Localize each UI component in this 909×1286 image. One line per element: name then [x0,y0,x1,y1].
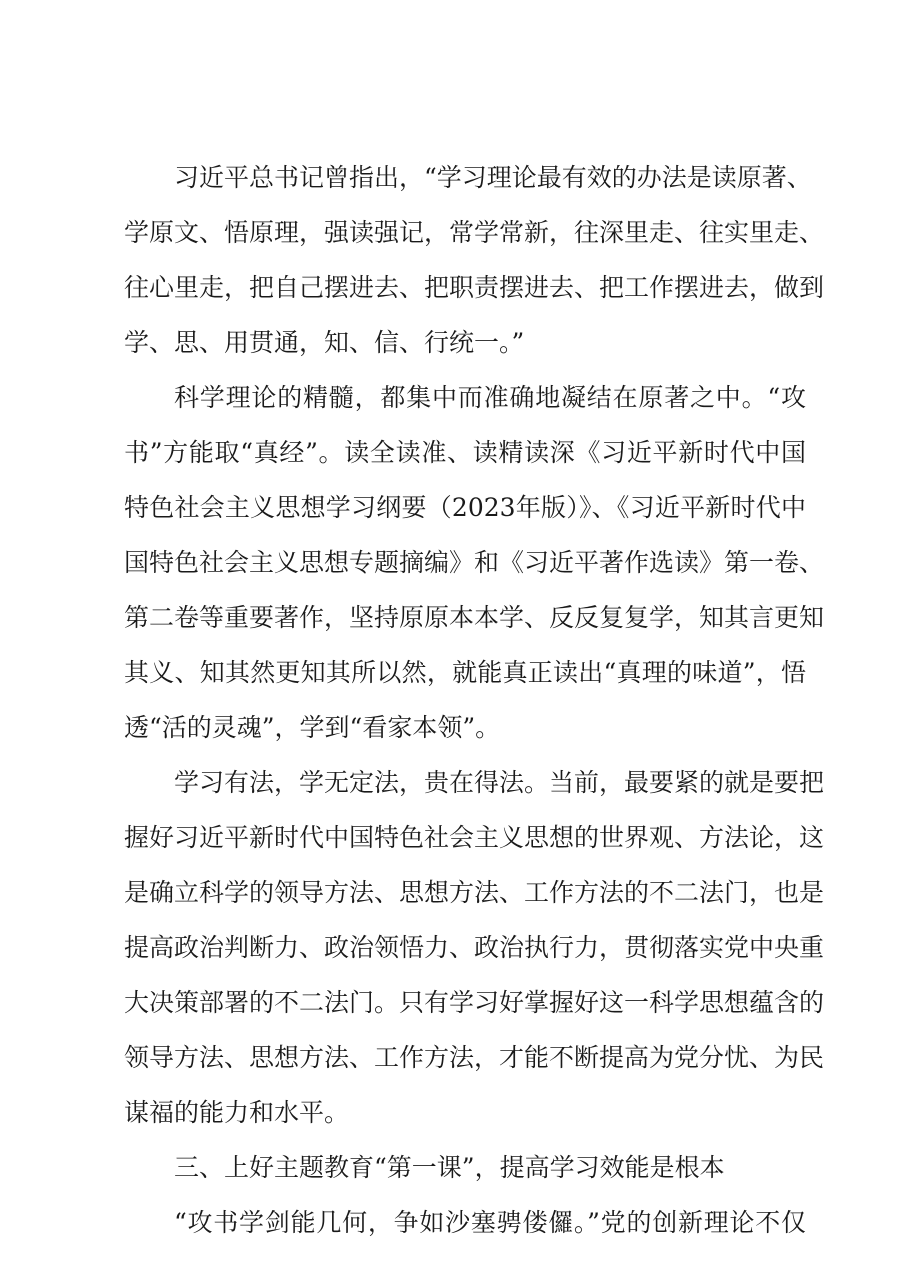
text-line: 其义、知其然更知其所以然，就能真正读出“真理的味道”，悟 [124,658,806,687]
text-line: 习近平总书记曾指出，“学习理论最有效的办法是读原著、 [174,163,812,192]
section-heading: 三、上好主题教育“第一课”，提高学习效能是根本 [174,1153,725,1182]
text-line: 第二卷等重要著作，坚持原原本本学、反反复复学，知其言更知 [124,603,825,632]
paragraph-4-line: “攻书学剑能几何，争如沙塞骋偻儸。”党的创新理论不仅 [174,1208,806,1237]
text-line: 是确立科学的领导方法、思想方法、工作方法的不二法门，也是 [124,878,825,907]
text-line: 提高政治判断力、政治领悟力、政治执行力，贯彻落实党中央重 [124,933,825,962]
paragraph-1 [124,150,825,370]
text-line: 学、思、用贯通，知、信、行统一。” [124,328,525,357]
text-line: 透“活的灵魂”，学到“看家本领”。 [124,713,501,742]
text-line: 往心里走，把自己摆进去、把职责摆进去、把工作摆进去，做到 [124,273,825,302]
paragraph-2 [124,370,825,755]
text-line: 特色社会主义思想学习纲要（2023年版）》、《习近平新时代中 [124,493,806,522]
text-line: 握好习近平新时代中国特色社会主义思想的世界观、方法论，这 [124,823,825,852]
text-line: 书”方能取“真经”。读全读准、读精读深《习近平新时代中国 [124,438,806,467]
text-line: 科学理论的精髓，都集中而准确地凝结在原著之中。“攻 [174,383,806,412]
document-body [124,150,825,1250]
text-line: 学原文、悟原理，强读强记，常学常新，往深里走、往实里走、 [124,218,825,247]
text-line: 领导方法、思想方法、工作方法，才能不断提高为党分忧、为民 [124,1043,825,1072]
paragraph-3 [124,755,825,1140]
text-line: 大决策部署的不二法门。只有学习好掌握好这一科学思想蕴含的 [124,988,825,1017]
text-line: 学习有法，学无定法，贵在得法。当前，最要紧的就是要把 [174,768,825,797]
text-line: 国特色社会主义思想专题摘编》和《习近平著作选读》第一卷、 [124,548,825,577]
text-line: 谋福的能力和水平。 [124,1098,350,1127]
